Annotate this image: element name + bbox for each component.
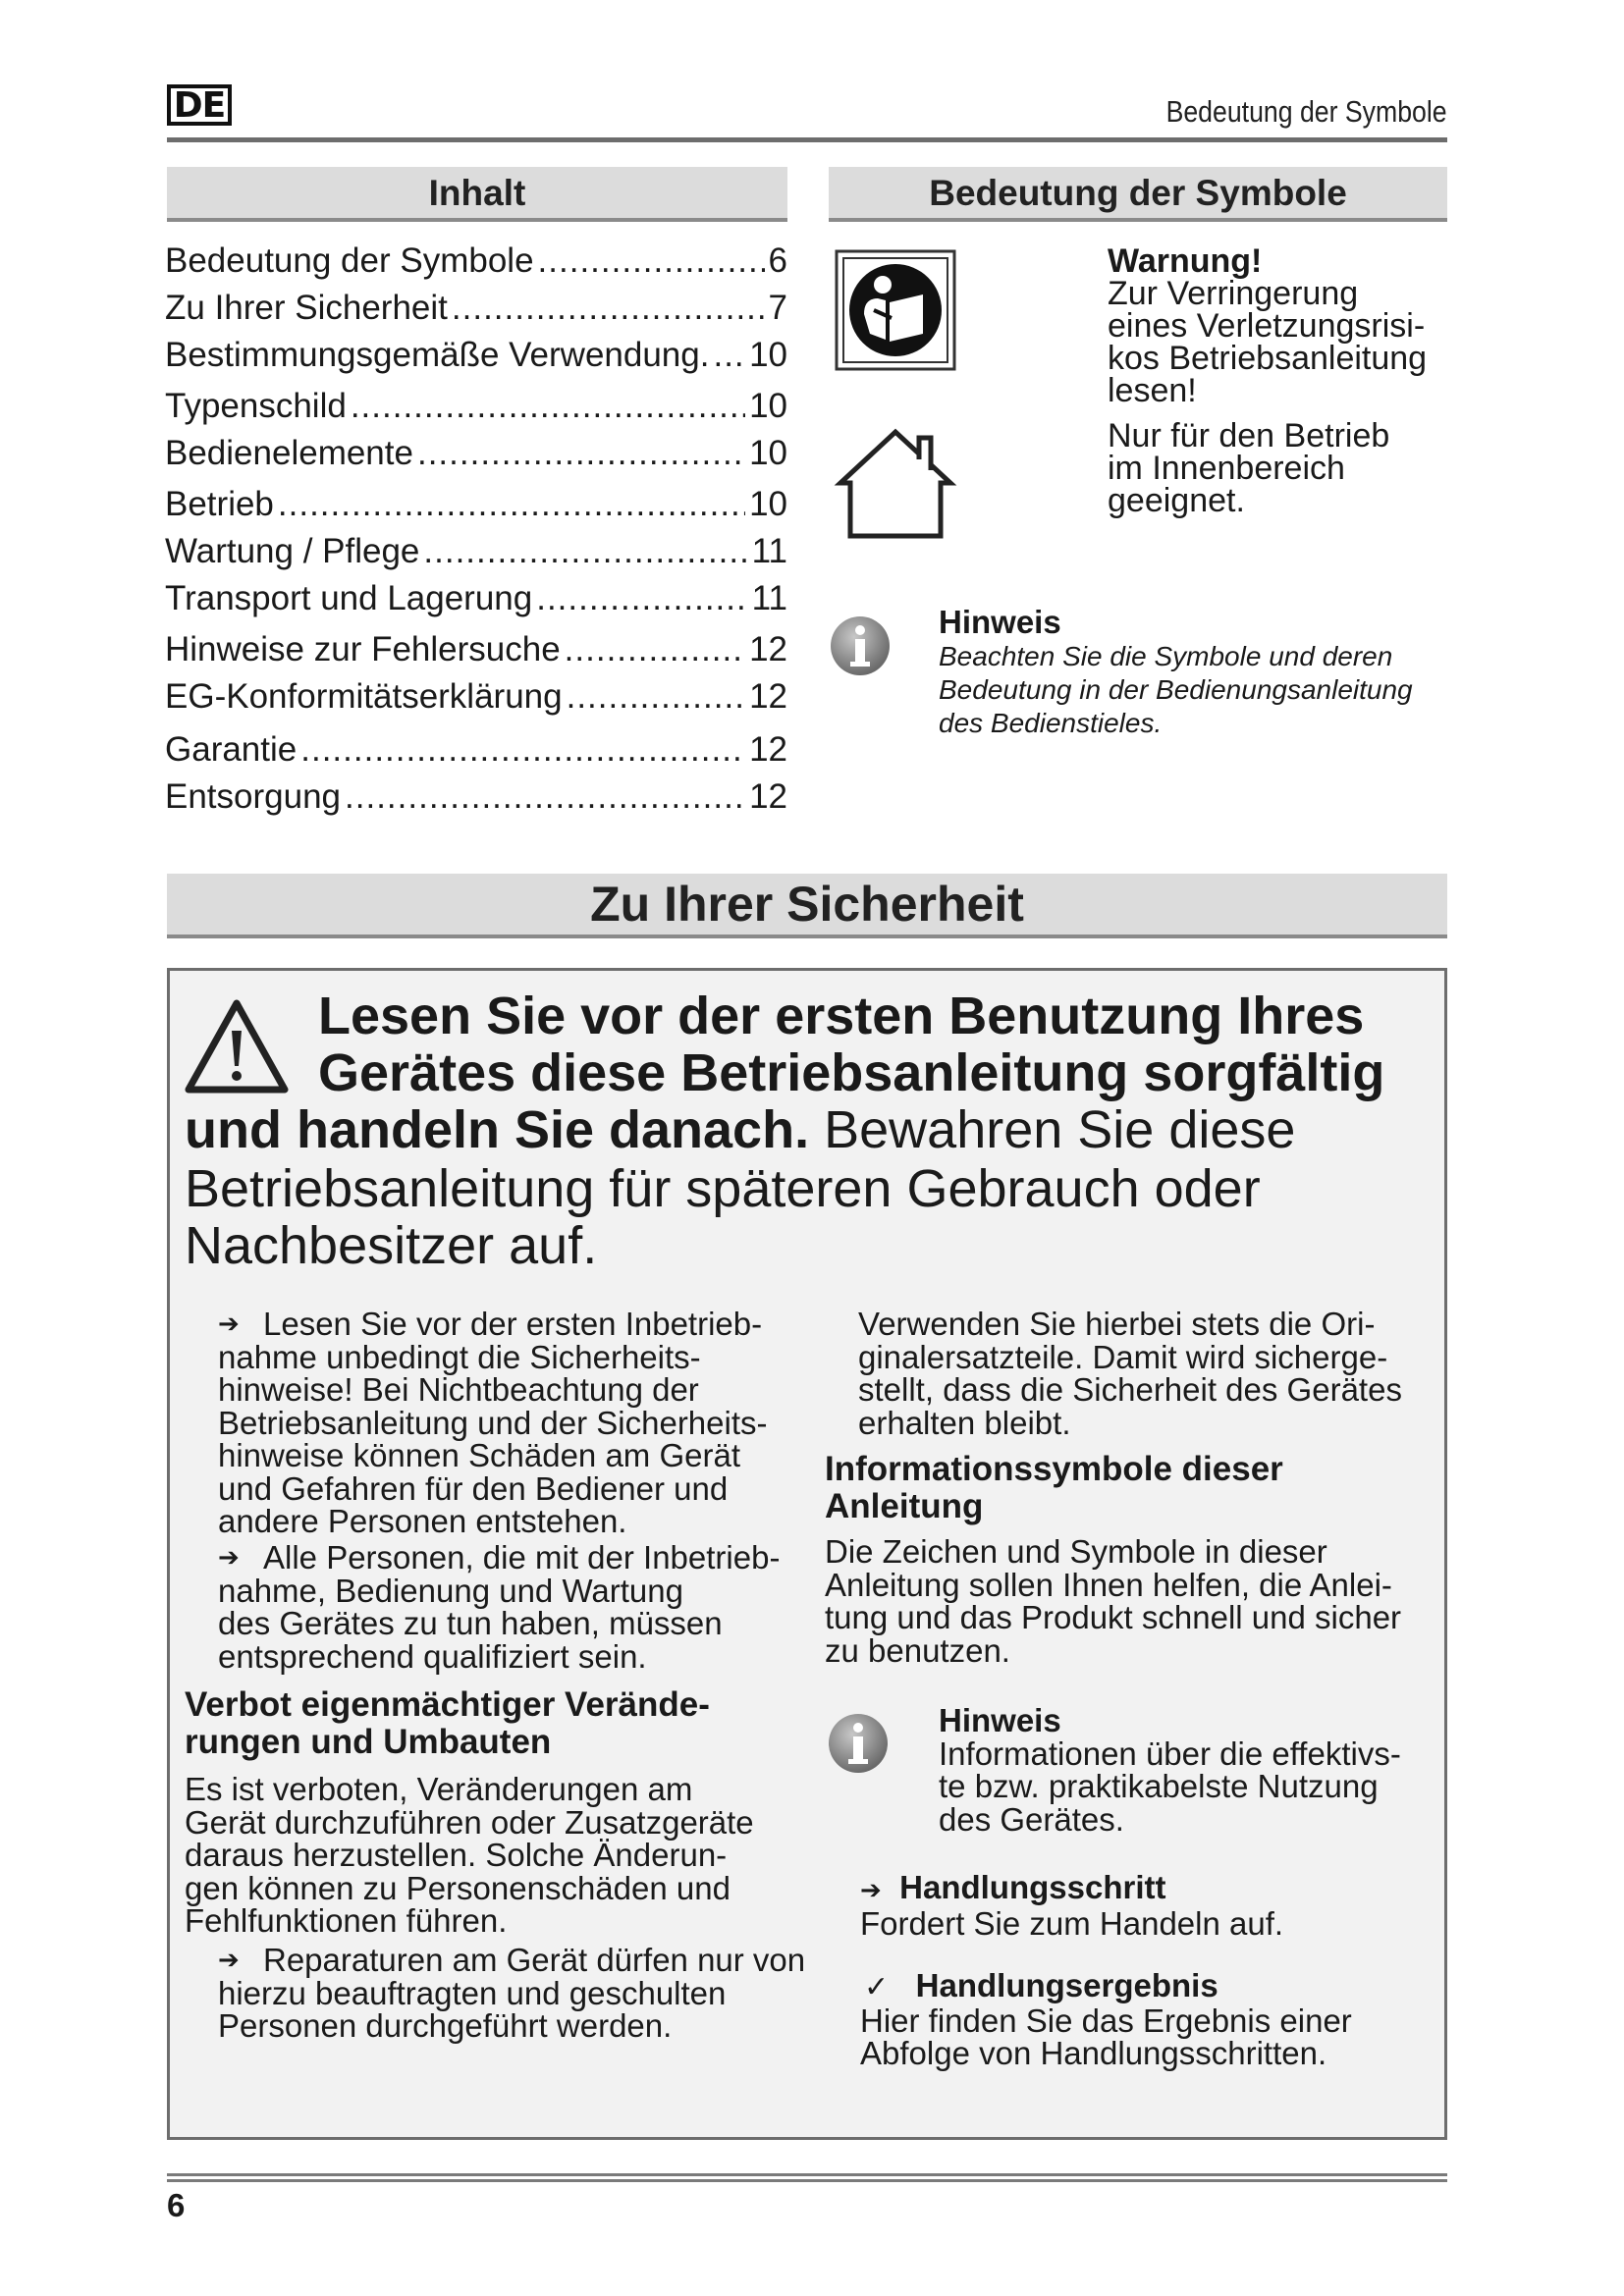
- hint-line: Beachten Sie die Symbole und deren: [939, 641, 1393, 671]
- info-icon: [827, 1712, 890, 1775]
- result-title: Handlungsergebnis: [915, 1967, 1218, 2003]
- text-line: Die Zeichen und Symbole in dieser: [825, 1533, 1327, 1570]
- text-line: Alle Personen, die mit der Inbetrieb-: [263, 1539, 781, 1575]
- text-line: gen können zu Personenschäden und: [185, 1869, 731, 1906]
- toc-leader-dots: [351, 387, 745, 426]
- text-line: Hier finden Sie das Ergebnis einer: [860, 2002, 1352, 2039]
- safety-intro-line: Betriebsanleitung für späteren Gebrauch oder: [185, 1159, 1261, 1218]
- toc-entry-page: 12: [749, 777, 787, 816]
- toc-entry-label: Transport und Lagerung: [165, 579, 533, 617]
- text-line: te bzw. praktikabelste Nutzung: [939, 1768, 1379, 1804]
- toc-entry-label: Betrieb: [165, 485, 274, 523]
- indoor-line: Nur für den Betrieb: [1108, 417, 1390, 454]
- symbols-hint: [939, 605, 1449, 740]
- toc-leader-dots: [452, 289, 765, 328]
- toc-leader-dots: [538, 241, 765, 281]
- toc-leader-dots: [345, 777, 745, 817]
- toc-leader-dots: [536, 579, 747, 618]
- toc-entry-label: Wartung / Pflege: [165, 532, 420, 570]
- spare-parts-paragraph: [858, 1308, 1437, 1439]
- toc-entry[interactable]: [165, 532, 787, 571]
- text-line: Gerät durchzuführen oder Zusatzgeräte: [185, 1803, 754, 1841]
- info-hint: [939, 1704, 1439, 1836]
- read-manual-icon: [835, 249, 956, 371]
- text-line: Personen durchgeführt werden.: [218, 2007, 673, 2044]
- toc-entry[interactable]: [165, 434, 787, 473]
- safety-heading: Zu Ihrer Sicherheit: [167, 874, 1447, 938]
- hint-title: Hinweis: [939, 604, 1061, 640]
- toc-entry-label: Zu Ihrer Sicherheit: [165, 289, 448, 327]
- safety-intro-line: Gerätes diese Betriebsanleitung sorgfältig: [318, 1043, 1385, 1102]
- text-line: erhalten bleibt.: [858, 1404, 1071, 1441]
- text-line: stellt, dass die Sicherheit des Gerätes: [858, 1371, 1402, 1408]
- toc-entry[interactable]: [165, 241, 787, 281]
- info-symbols-paragraph: [825, 1535, 1434, 1667]
- toc-entry-label: Typenschild: [165, 387, 347, 425]
- text-line: nahme, Bedienung und Wartung: [218, 1572, 683, 1609]
- safety-intro-regular: Bewahren Sie diese: [824, 1100, 1296, 1159]
- text-line: hinweise! Bei Nichtbeachtung der: [218, 1371, 699, 1408]
- text-line: hinweise können Schäden am Gerät: [218, 1437, 740, 1473]
- safety-intro-line: Lesen Sie vor der ersten Benutzung Ihres: [318, 987, 1365, 1045]
- toc-entry-page: 11: [751, 532, 787, 570]
- header-divider: [167, 137, 1447, 142]
- language-badge: DE: [167, 84, 232, 126]
- text-line: Betriebsanleitung und der Sicherheits-: [218, 1404, 768, 1441]
- info-symbols-heading: [825, 1451, 1434, 1525]
- hint-title: Hinweis: [939, 1702, 1061, 1738]
- hint-line: Bedeutung in der Bedienungsanleitung: [939, 674, 1413, 705]
- safety-bullet-3: [218, 1944, 846, 2043]
- text-line: Reparaturen am Gerät dürfen nur von: [263, 1942, 806, 1978]
- toc-entry-page: 12: [749, 677, 787, 716]
- toc-entry-page: 6: [768, 241, 787, 280]
- arrow-icon: ➔: [218, 1308, 240, 1338]
- toc-entry[interactable]: [165, 777, 787, 817]
- toc-entry-page: 10: [749, 485, 787, 523]
- text-line: Informationssymbole dieser: [825, 1450, 1283, 1488]
- text-line: tung und das Produkt schnell und sicher: [825, 1599, 1402, 1635]
- warning-triangle-icon: [183, 997, 291, 1095]
- toc-leader-dots: [417, 434, 745, 473]
- toc-heading: Inhalt: [167, 167, 787, 222]
- text-line: Anleitung: [825, 1487, 984, 1525]
- toc-leader-dots: [567, 677, 745, 717]
- toc-leader-dots: [565, 630, 745, 669]
- text-line: entsprechend qualifiziert sein.: [218, 1637, 647, 1675]
- text-line: Informationen über die effektivs-: [939, 1735, 1401, 1772]
- modification-heading: [185, 1686, 813, 1761]
- footer-divider: [167, 2179, 1447, 2182]
- text-line: Fehlfunktionen führen.: [185, 1902, 508, 1939]
- page-number: 6: [167, 2187, 186, 2223]
- toc-entry-label: Bestimmungsgemäße Verwendung.: [165, 336, 710, 374]
- safety-intro-line: Nachbesitzer auf.: [185, 1216, 598, 1275]
- safety-intro-bold: und handeln Sie danach.: [185, 1100, 810, 1159]
- toc-entry-label: Bedienelemente: [165, 434, 413, 472]
- text-line: hierzu beauftragten und geschulten: [218, 1974, 727, 2011]
- text-line: und Gefahren für den Bediener und: [218, 1469, 729, 1507]
- indoor-line: geeignet.: [1108, 482, 1245, 519]
- toc-leader-dots: [423, 532, 747, 571]
- indoor-line: im Innenbereich: [1108, 450, 1345, 487]
- text-line: des Gerätes.: [939, 1800, 1124, 1838]
- running-header-title: Bedeutung der Symbole: [1165, 94, 1447, 129]
- check-icon: ✓: [864, 1971, 890, 2003]
- toc-entry[interactable]: [165, 579, 787, 618]
- arrow-icon: ➔: [218, 1542, 240, 1572]
- warning-line: lesen!: [1108, 372, 1197, 409]
- safety-bullet-1: [218, 1308, 827, 1538]
- toc-entry[interactable]: [165, 630, 787, 669]
- text-line: des Gerätes zu tun haben, müssen: [218, 1605, 723, 1641]
- text-line: Verbot eigenmächtiger Verände-: [185, 1685, 710, 1724]
- toc-leader-dots: [713, 336, 745, 375]
- symbols-heading: Bedeutung der Symbole: [829, 167, 1447, 222]
- toc-entry[interactable]: [165, 485, 787, 524]
- text-line: rungen und Umbauten: [185, 1723, 552, 1761]
- toc-entry-page: 7: [768, 289, 787, 327]
- modification-paragraph: [185, 1773, 833, 1938]
- toc-leader-dots: [278, 485, 745, 524]
- indoor-symbol-text: [1108, 417, 1441, 519]
- toc-entry[interactable]: [165, 289, 787, 328]
- info-icon: [829, 614, 892, 677]
- toc-entry-page: 10: [749, 387, 787, 425]
- warning-line: eines Verletzungsrisi-: [1108, 307, 1426, 345]
- toc-entry-label: Garantie: [165, 730, 298, 769]
- footer-divider: [167, 2173, 1447, 2176]
- warning-line: Zur Verringerung: [1108, 275, 1359, 312]
- toc-entry-page: 10: [749, 434, 787, 472]
- text-line: zu benutzen.: [825, 1631, 1010, 1669]
- safety-bullet-2: [218, 1541, 827, 1673]
- text-line: Lesen Sie vor der ersten Inbetrieb-: [263, 1306, 763, 1342]
- text-line: Abfolge von Handlungsschritten.: [860, 2035, 1327, 2071]
- arrow-icon: ➔: [860, 1875, 882, 1904]
- toc-entry-page: 10: [749, 336, 787, 374]
- text-line: nahme unbedingt die Sicherheits-: [218, 1338, 701, 1375]
- action-result-legend: [860, 1969, 1439, 2070]
- toc-entry-label: Bedeutung der Symbole: [165, 241, 534, 280]
- toc-entry-label: Entsorgung: [165, 777, 342, 816]
- toc-entry-page: 12: [749, 630, 787, 668]
- indoor-use-icon: [833, 426, 958, 540]
- hint-line: des Bedienstieles.: [939, 708, 1163, 738]
- warning-symbol-text: [1108, 242, 1441, 409]
- action-step-legend: [860, 1871, 1439, 1940]
- text-line: daraus herzustellen. Solche Änderun-: [185, 1837, 728, 1873]
- toc-entry[interactable]: [165, 677, 787, 717]
- text-line: Es ist verboten, Veränderungen am: [185, 1771, 693, 1807]
- toc-entry-page: 12: [749, 730, 787, 769]
- text-line: Fordert Sie zum Handeln auf.: [860, 1904, 1284, 1942]
- text-line: Verwenden Sie hierbei stets die Ori-: [858, 1306, 1376, 1342]
- arrow-icon: ➔: [218, 1945, 240, 1974]
- toc-entry[interactable]: [165, 387, 787, 426]
- toc-entry-page: 11: [751, 579, 787, 617]
- toc-entry[interactable]: [165, 336, 787, 375]
- warning-title: Warnung!: [1108, 242, 1263, 280]
- toc-entry[interactable]: [165, 730, 787, 770]
- warning-line: kos Betriebsanleitung: [1108, 340, 1428, 377]
- toc-entry-label: Hinweise zur Fehlersuche: [165, 630, 561, 668]
- text-line: ginalersatzteile. Damit wird sicherge-: [858, 1338, 1388, 1375]
- text-line: andere Personen entstehen.: [218, 1503, 627, 1539]
- text-line: Anleitung sollen Ihnen helfen, die Anlei-: [825, 1566, 1392, 1603]
- safety-intro-line: [185, 1101, 1295, 1158]
- toc-entry-label: EG-Konformitätserklärung: [165, 677, 563, 716]
- step-title: Handlungsschritt: [899, 1869, 1166, 1905]
- toc-leader-dots: [300, 730, 745, 770]
